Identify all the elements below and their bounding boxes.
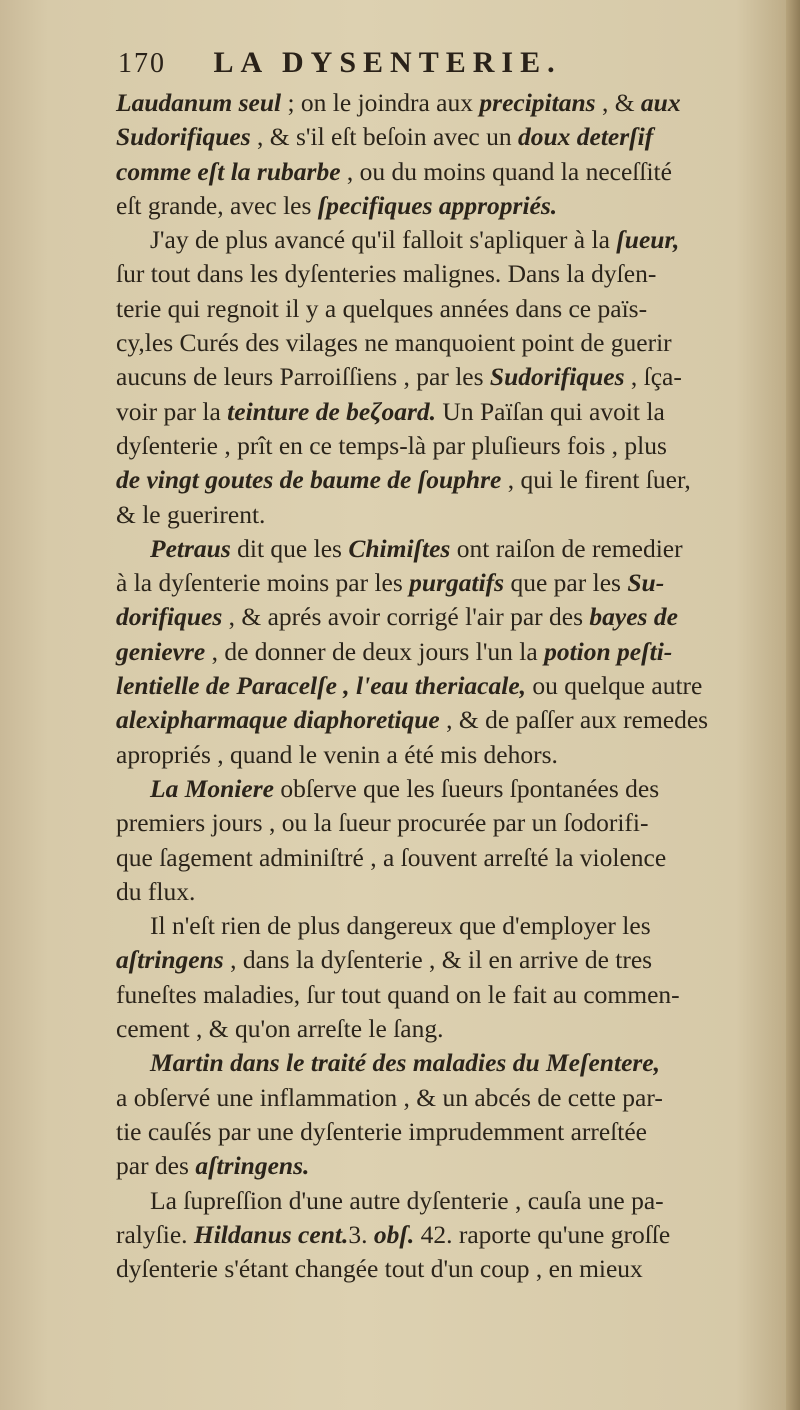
text-line — [116, 498, 788, 532]
text-segment: ont raiſon de remedier — [450, 533, 683, 563]
italic-text-segment: Petraus — [150, 533, 231, 563]
text-line — [116, 532, 788, 566]
text-segment: , & s'il eſt beſoin avec un — [250, 122, 518, 152]
italic-text-segment: aux — [640, 88, 681, 117]
text-line — [116, 600, 788, 634]
italic-text-segment: comme eſt la rubarbe — [116, 156, 341, 186]
text-line — [116, 463, 788, 497]
text-segment: Il n'eſt rien de plus dangereux que d'employer les — [150, 911, 651, 941]
italic-text-segment: purgatifs — [409, 568, 505, 598]
text-segment: ſur tout dans les dyſenteries malignes. Dans la dyſen- — [116, 259, 657, 289]
text-segment: que ſagement adminiſtré , a ſouvent arreſté la violence — [116, 842, 667, 872]
page-number: 170 — [118, 48, 166, 79]
text-line — [116, 189, 788, 223]
text-line — [116, 566, 788, 600]
text-line — [116, 875, 788, 909]
text-line — [116, 703, 788, 737]
italic-text-segment: de vingt goutes de baume de ſouphre — [116, 465, 502, 495]
text-segment: , & de paſſer aux remedes — [439, 705, 709, 735]
text-segment: voir par la — [116, 396, 228, 426]
text-line — [116, 669, 788, 703]
text-segment: premiers jours , ou la ſueur procurée par un ſodorifi- — [116, 808, 649, 838]
italic-text-segment: obſ. — [373, 1219, 415, 1249]
italic-text-segment: lentielle de Paracelſe , l'eau theriacale, — [116, 671, 527, 701]
text-segment: cy,les Curés des vilages ne manquoient point de guerir — [116, 328, 672, 358]
text-line — [116, 738, 788, 772]
text-line — [116, 257, 788, 291]
text-segment: ralyſie. — [116, 1219, 194, 1249]
text-segment: , qui le firent ſuer, — [501, 465, 691, 495]
text-segment: terie qui regnoit il y a quelques années dans ce païs- — [116, 293, 648, 323]
italic-text-segment: Hildanus cent. — [193, 1219, 349, 1249]
italic-text-segment: Sudorifiques — [116, 122, 251, 152]
text-segment: Un Païſan qui avoit la — [436, 396, 665, 426]
text-segment: , dans la dyſenterie , & il en arrive de tres — [223, 945, 653, 975]
text-line — [116, 1184, 788, 1218]
page-edge-shadow — [786, 0, 800, 1410]
text-line — [116, 1252, 788, 1286]
italic-text-segment: La Moniere — [150, 773, 274, 803]
italic-text-segment: aſtringens — [116, 945, 224, 975]
text-segment: aucuns de leurs Parroiſſiens , par les — [116, 362, 490, 392]
text-segment: à la dyſenterie moins par les — [116, 568, 410, 598]
text-line — [116, 326, 788, 360]
text-line — [116, 772, 788, 806]
italic-text-segment: Sudorifiques — [489, 362, 625, 392]
text-line — [116, 635, 788, 669]
italic-text-segment: genievre — [116, 636, 206, 666]
italic-text-segment: Su- — [627, 568, 665, 598]
text-line — [116, 1115, 788, 1149]
italic-text-segment: teinture de beζoard. — [227, 396, 437, 426]
text-segment: 3. — [348, 1219, 374, 1249]
italic-text-segment: ſpecifiques appropriés. — [317, 190, 558, 220]
text-line — [116, 1149, 788, 1183]
text-segment: cement , & qu'on arreſte le ſang. — [116, 1014, 444, 1044]
text-segment: , ou du moins quand la neceſſité — [340, 156, 672, 186]
text-segment: & le guerirent. — [116, 499, 266, 529]
text-segment: tie cauſés par une dyſenterie imprudemment arreſtée — [116, 1116, 648, 1146]
text-segment: dyſenterie , prît en ce temps-là par pluſieurs fois , plus — [116, 430, 667, 460]
text-segment: eſt grande, avec les — [116, 190, 318, 220]
text-line — [116, 1012, 788, 1046]
text-segment: que par les — [504, 568, 628, 598]
text-segment: , & aprés avoir corrigé l'air par des — [222, 602, 590, 632]
italic-text-segment: Martin dans le traité des maladies du Meſentere, — [150, 1048, 660, 1078]
body-text — [116, 86, 788, 1286]
running-title: LA DYSENTERIE. — [213, 46, 562, 79]
text-line — [116, 1081, 788, 1115]
text-segment: a obſervé une inflammation , & un abcés de cette par- — [116, 1082, 663, 1112]
italic-text-segment: precipitans — [479, 88, 596, 117]
text-segment: dyſenterie s'étant changée tout d'un coup , en mieux — [116, 1254, 643, 1284]
text-line — [116, 909, 788, 943]
text-line — [116, 223, 788, 257]
text-segment: ; on le joindra aux — [281, 88, 480, 117]
text-line — [116, 155, 788, 189]
text-segment: apropriés , quand le venin a été mis dehors. — [116, 739, 558, 769]
italic-text-segment: Chimiſtes — [348, 533, 451, 563]
text-line — [116, 429, 788, 463]
text-segment: obſerve que les ſueurs ſpontanées des — [273, 773, 660, 803]
text-line — [116, 806, 788, 840]
text-segment: funeſtes maladies, ſur tout quand on le fait au commen- — [116, 979, 680, 1009]
text-segment: dit que les — [230, 533, 349, 563]
text-segment: J'ay de plus avancé qu'il falloit s'apliquer à la — [150, 225, 617, 255]
text-line — [116, 395, 788, 429]
text-line — [116, 1046, 788, 1080]
text-line — [116, 978, 788, 1012]
italic-text-segment: alexipharmaque diaphoretique — [116, 705, 440, 735]
text-segment: , de donner de deux jours l'un la — [205, 636, 545, 666]
text-line — [116, 360, 788, 394]
text-line — [116, 841, 788, 875]
text-segment: par des — [116, 1151, 196, 1181]
text-segment: ou quelque autre — [526, 671, 703, 701]
text-line — [116, 120, 788, 154]
italic-text-segment: dorifiques — [116, 602, 223, 632]
text-line — [116, 943, 788, 977]
text-line — [116, 292, 788, 326]
text-segment: La ſupreſſion d'une autre dyſenterie , cauſa une pa- — [150, 1185, 664, 1215]
italic-text-segment: Laudanum seul — [116, 88, 282, 117]
text-segment: 42. raporte qu'une groſſe — [414, 1219, 671, 1249]
running-header — [118, 46, 678, 86]
text-line — [116, 86, 788, 120]
italic-text-segment: ſueur, — [616, 225, 680, 255]
text-segment: , ſça- — [624, 362, 682, 392]
italic-text-segment: doux deterſif — [517, 122, 654, 152]
italic-text-segment: bayes de — [589, 602, 678, 632]
italic-text-segment: aſtringens. — [195, 1151, 310, 1181]
text-line — [116, 1218, 788, 1252]
italic-text-segment: potion peſti- — [544, 636, 673, 666]
text-segment: du flux. — [116, 876, 196, 906]
text-segment: , & — [595, 88, 641, 117]
